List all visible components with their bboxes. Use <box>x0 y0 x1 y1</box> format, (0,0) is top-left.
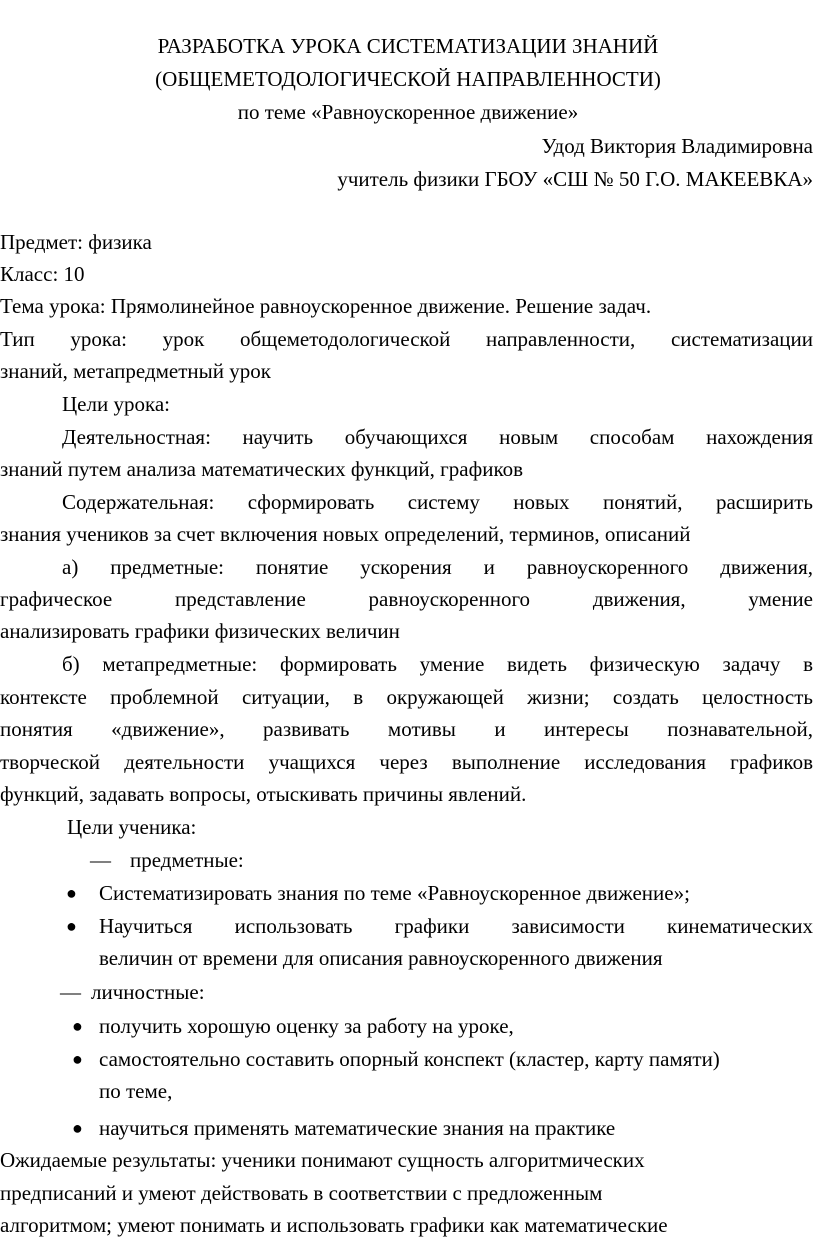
goal-subject-line-1: а) предметные: понятие ускорения и равноускоренного движения, <box>62 555 813 579</box>
goal-subject-line-3: анализировать графики физических величин <box>0 619 400 643</box>
subject-goal-item-2-cont: величин от времени для описания равноускоренного движения <box>99 946 663 970</box>
grade-line: Класс: 10 <box>0 262 85 286</box>
goal-subject-line-2: графическое представление равноускоренного движения, умение <box>0 587 813 611</box>
bullet-icon: ● <box>66 883 77 903</box>
expected-results-line-2: предписаний и умеют действовать в соответствии с предложенным <box>0 1181 603 1205</box>
goal-content-line-1: Содержательная: сформировать систему новых понятий, расширить <box>62 490 813 514</box>
personal-goal-item-2: самостоятельно составить опорный конспект (кластер, карту памяти) <box>99 1047 720 1071</box>
student-goals-heading: Цели ученика: <box>67 815 197 839</box>
topic-line: по теме «Равноускоренное движение» <box>237 100 579 124</box>
title-line-2: (ОБЩЕМЕТОДОЛОГИЧЕСКОЙ НАПРАВЛЕННОСТИ) <box>155 67 661 91</box>
personal-goal-item-2-cont: по теме, <box>99 1079 173 1103</box>
lesson-type-line-1: Тип урока: урок общеметодологической направленности, систематизации <box>0 327 813 351</box>
goal-meta-line-2: контексте проблемной ситуации, в окружающей жизни; создать целостность <box>0 685 813 709</box>
subject-goal-item-2: Научиться использовать графики зависимости кинематических <box>99 914 813 938</box>
expected-results-line-3: алгоритмом; умеют понимать и использовать графики как математические <box>0 1213 668 1237</box>
author-name: Удод Виктория Владимировна <box>541 134 813 158</box>
bullet-icon: ● <box>72 1016 83 1036</box>
goal-activity-line-2: знаний путем анализа математических функций, графиков <box>0 457 523 481</box>
goal-meta-line-3: понятия «движение», развивать мотивы и интересы познавательной, <box>0 717 813 741</box>
subject-goals-label: предметные: <box>130 848 244 872</box>
bullet-icon: ● <box>66 916 77 936</box>
goal-activity-line-1: Деятельностная: научить обучающихся новым способам нахождения <box>62 425 813 449</box>
lesson-type-line-2: знаний, метапредметный урок <box>0 359 271 383</box>
goal-meta-line-4: творческой деятельности учащихся через выполнение исследования графиков <box>0 750 813 774</box>
author-position: учитель физики ГБОУ «СШ № 50 Г.О. МАКЕЕВКА» <box>337 167 813 191</box>
personal-goal-item-3: научиться применять математические знания на практике <box>99 1116 616 1140</box>
lesson-topic-line: Тема урока: Прямолинейное равноускоренное движение. Решение задач. <box>0 294 652 318</box>
dash-marker-subject: — <box>90 848 111 872</box>
goal-meta-line-1: б) метапредметные: формировать умение видеть физическую задачу в <box>62 652 813 676</box>
title-line-1: РАЗРАБОТКА УРОКА СИСТЕМАТИЗАЦИИ ЗНАНИЙ <box>157 34 659 58</box>
expected-results-line-1: Ожидаемые результаты: ученики понимают сущность алгоритмических <box>0 1148 645 1172</box>
goal-meta-line-5: функций, задавать вопросы, отыскивать причины явлений. <box>0 782 527 806</box>
dash-marker-personal: — <box>60 980 81 1004</box>
personal-goals-label: личностные: <box>91 980 205 1004</box>
personal-goal-item-1: получить хорошую оценку за работу на уроке, <box>99 1014 514 1038</box>
bullet-icon: ● <box>72 1049 83 1069</box>
goals-heading: Цели урока: <box>62 392 170 416</box>
bullet-icon: ● <box>72 1118 83 1138</box>
subject-goal-item-1: Систематизировать знания по теме «Равноускоренное движение»; <box>99 881 690 905</box>
goal-content-line-2: знания учеников за счет включения новых определений, терминов, описаний <box>0 522 691 546</box>
subject-line: Предмет: физика <box>0 230 152 254</box>
